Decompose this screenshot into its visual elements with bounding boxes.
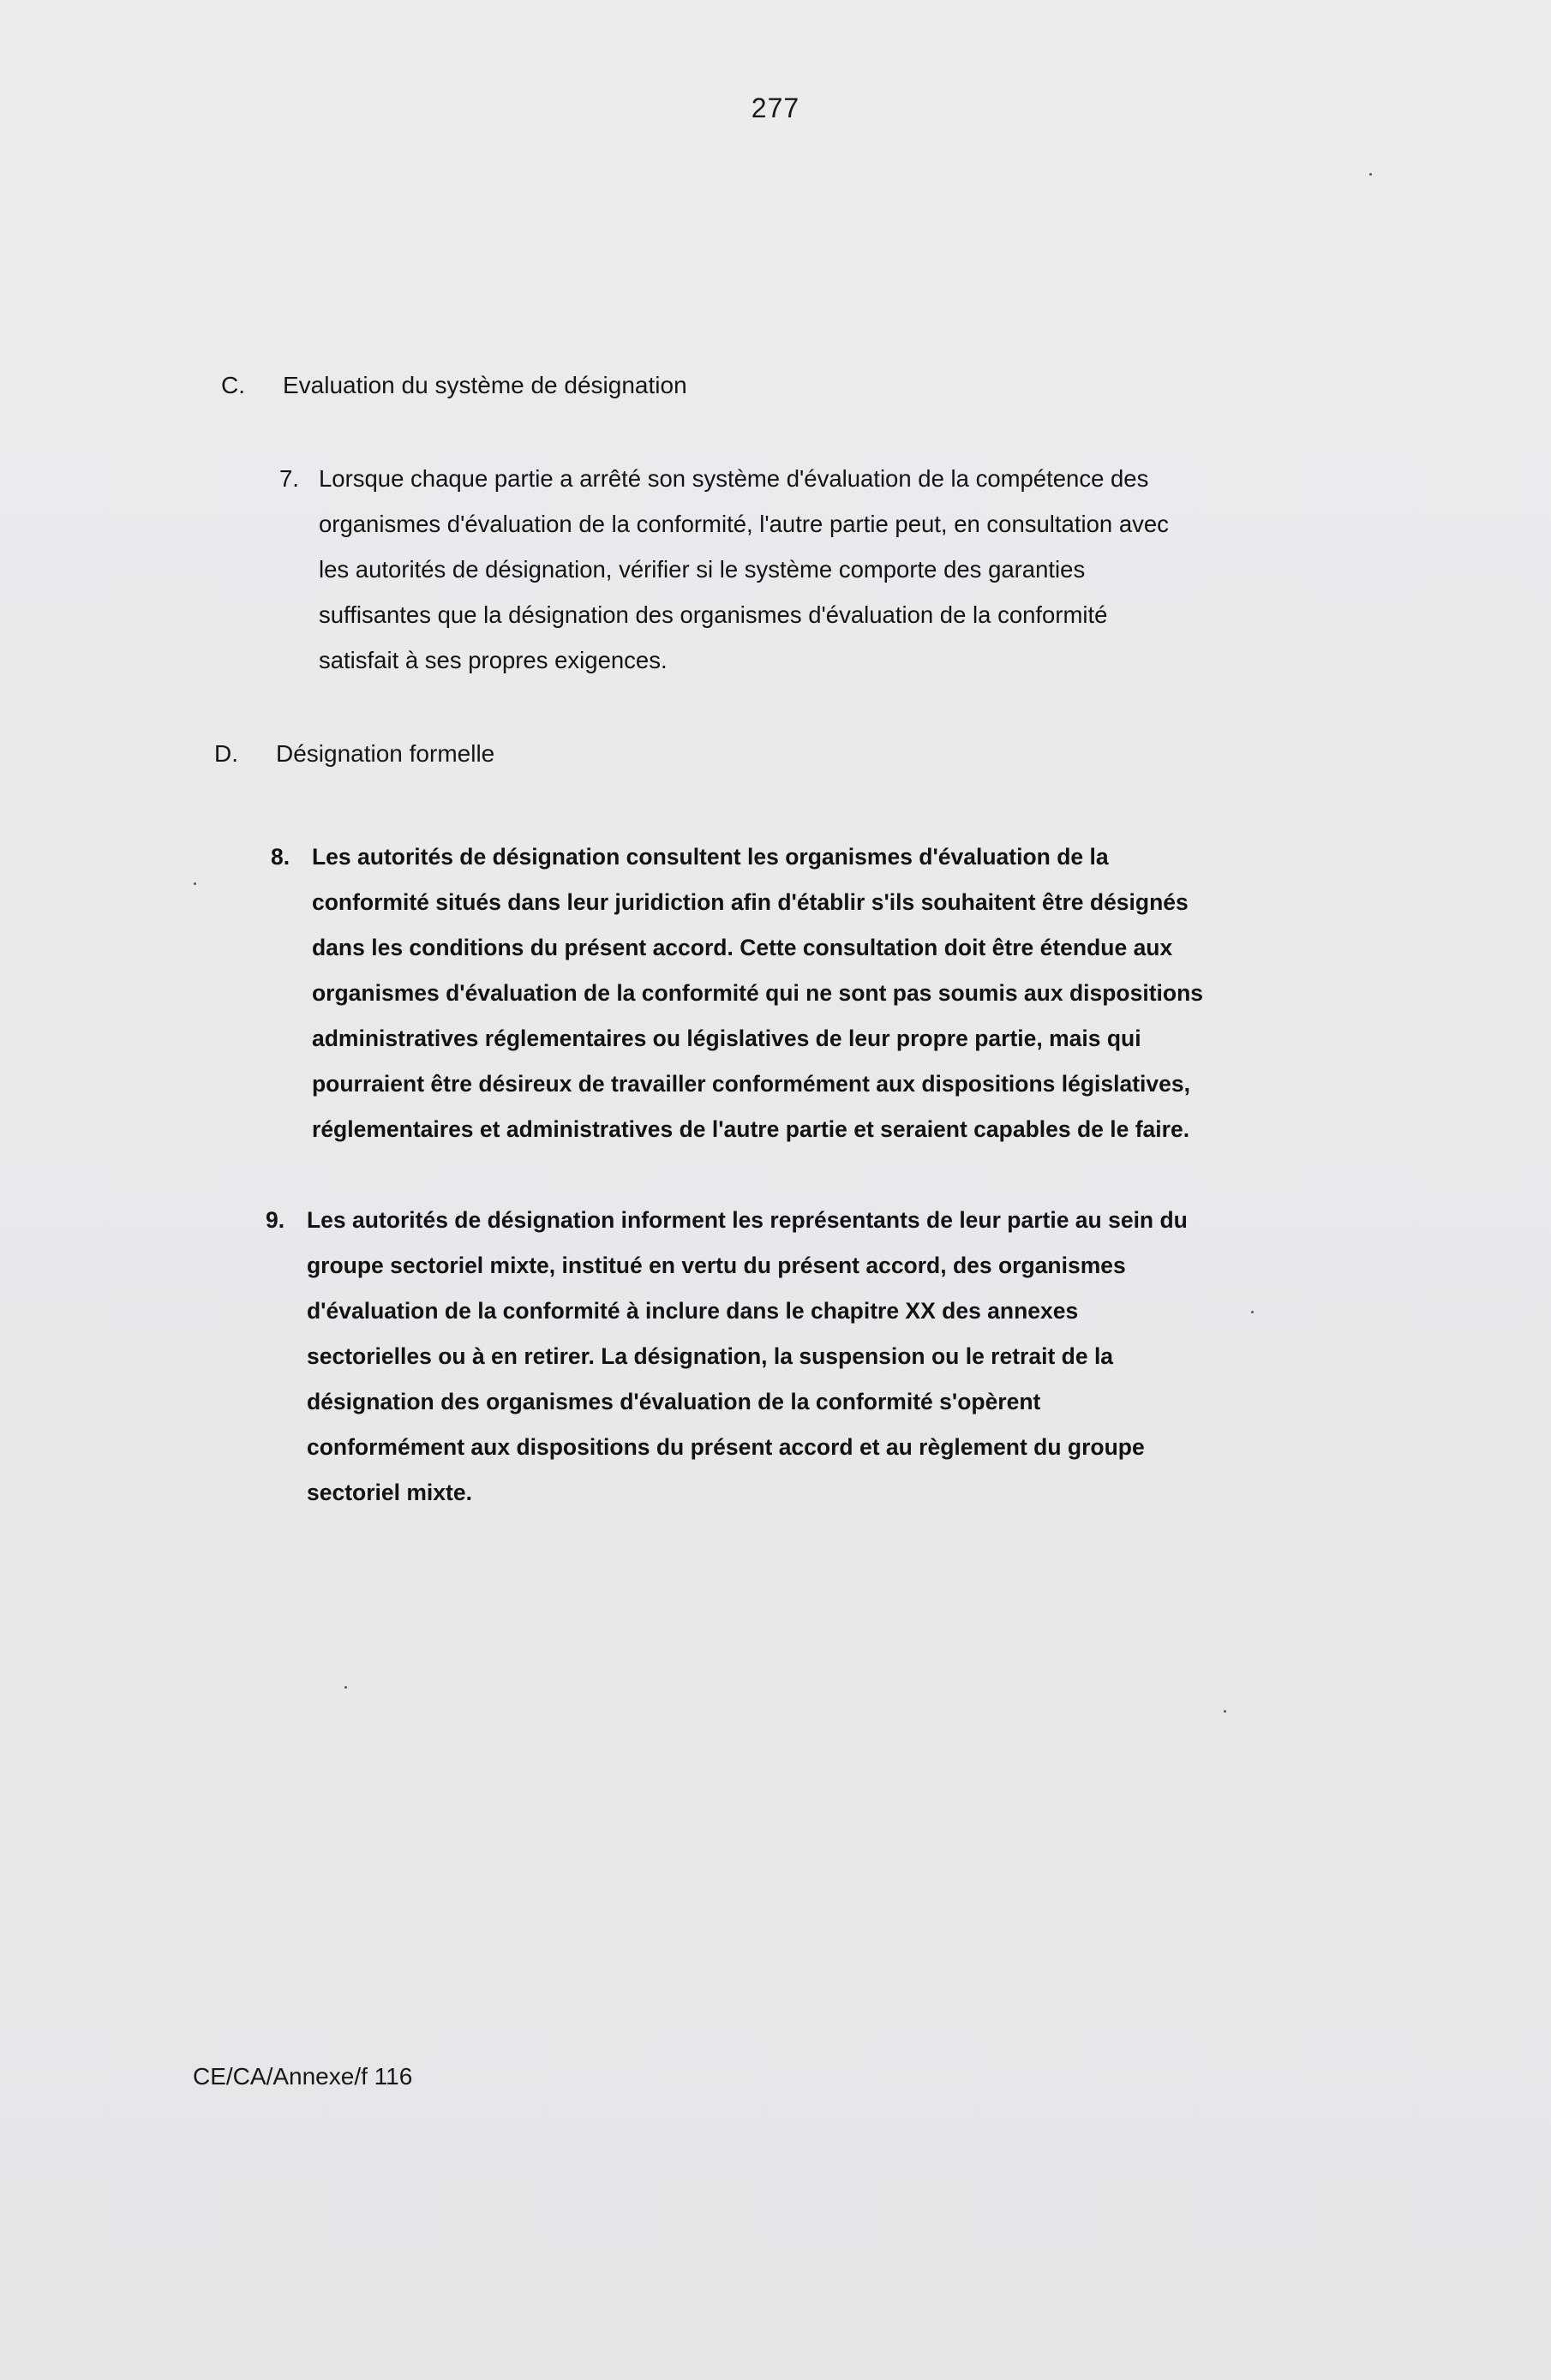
scan-speck [1251, 1311, 1254, 1313]
paragraph-line: conformité situés dans leur juridiction afin d'établir s'ils souhaitent être désignés [312, 889, 1189, 915]
paragraph-line: les autorités de désignation, vérifier si le système comporte des garanties [319, 556, 1086, 583]
paragraph-line: d'évaluation de la conformité à inclure dans le chapitre XX des annexes [307, 1298, 1079, 1324]
section-title: Evaluation du système de désignation [283, 372, 687, 398]
section-letter: C. [221, 372, 245, 398]
section-d-heading [214, 740, 494, 768]
paragraph-9 [266, 1198, 1188, 1516]
paragraph-number: 8. [271, 844, 290, 870]
paragraph-line: réglementaires et administratives de l'autre partie et seraient capables de le faire. [312, 1116, 1190, 1142]
section-title: Désignation formelle [276, 740, 495, 767]
paragraph-line: Les autorités de désignation consultent les organismes d'évaluation de la [312, 844, 1109, 870]
paragraph-line: organismes d'évaluation de la conformité, l'autre partie peut, en consultation avec [319, 511, 1169, 537]
scan-speck [1369, 173, 1372, 176]
paragraph-8 [271, 834, 1204, 1152]
paragraph-line: groupe sectoriel mixte, institué en vertu du présent accord, des organismes [307, 1253, 1126, 1278]
paragraph-line: sectoriel mixte. [307, 1480, 472, 1505]
paragraph-number: 9. [266, 1207, 285, 1233]
scan-speck [1224, 1710, 1226, 1713]
document-reference-footer: CE/CA/Annexe/f 116 [193, 2063, 413, 2090]
scan-speck [194, 882, 196, 885]
section-c-heading [221, 372, 687, 399]
paragraph-number: 7. [279, 465, 299, 492]
paragraph-line: organismes d'évaluation de la conformité qui ne sont pas soumis aux dispositions [312, 980, 1204, 1006]
paragraph-line: dans les conditions du présent accord. Cette consultation doit être étendue aux [312, 935, 1173, 960]
scan-speck [344, 1686, 347, 1689]
paragraph-line: Les autorités de désignation informent les représentants de leur partie au sein du [307, 1207, 1188, 1233]
paragraph-line: satisfait à ses propres exigences. [319, 647, 668, 673]
paragraph-line: pourraient être désireux de travailler conformément aux dispositions législatives, [312, 1071, 1190, 1097]
paragraph-line: administratives réglementaires ou législatives de leur propre partie, mais qui [312, 1026, 1141, 1051]
paragraph-line: suffisantes que la désignation des organismes d'évaluation de la conformité [319, 601, 1108, 628]
paragraph-line: conformément aux dispositions du présent accord et au règlement du groupe [307, 1434, 1145, 1460]
page-number: 277 [751, 93, 800, 123]
section-letter: D. [214, 740, 238, 767]
paragraph-line: désignation des organismes d'évaluation de la conformité s'opèrent [307, 1389, 1041, 1414]
paragraph-line: Lorsque chaque partie a arrêté son système d'évaluation de la compétence des [319, 465, 1149, 492]
paragraph-7 [279, 456, 1169, 683]
paragraph-line: sectorielles ou à en retirer. La désignation, la suspension ou le retrait de la [307, 1343, 1114, 1369]
